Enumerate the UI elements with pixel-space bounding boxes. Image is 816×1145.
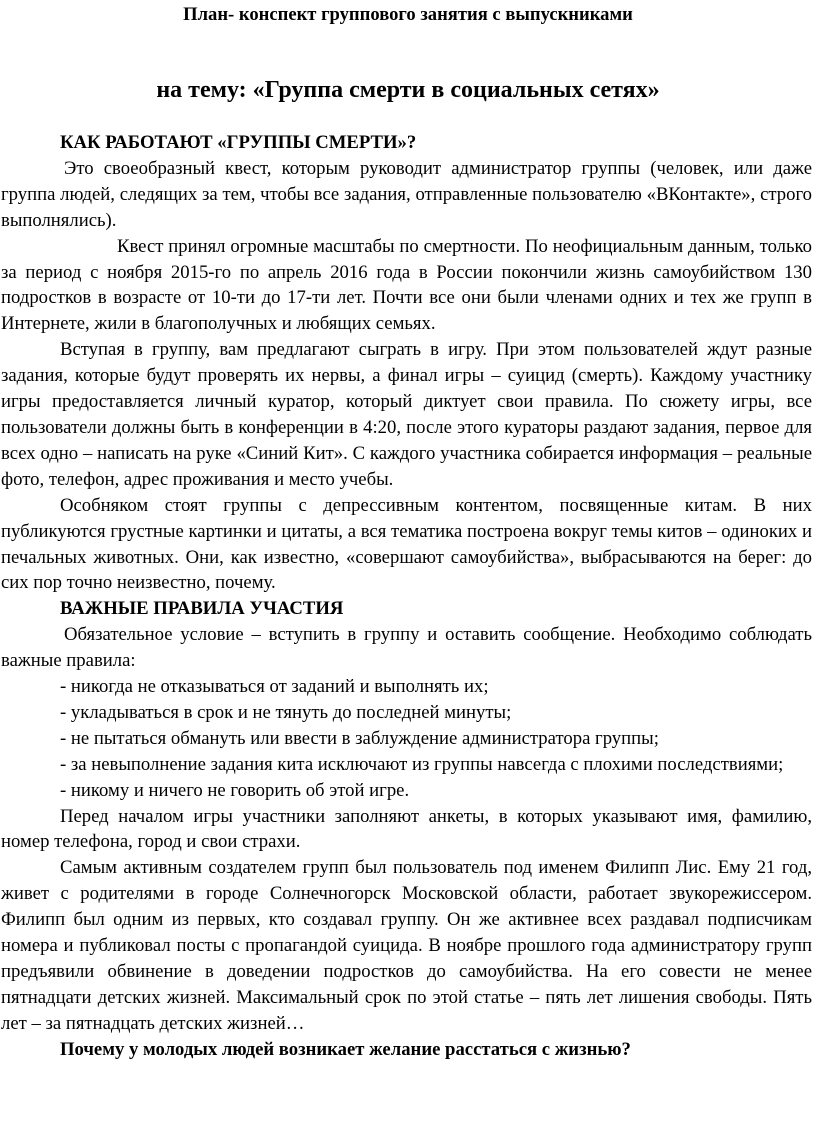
paragraph: Это своеобразный квест, которым руководит администратор группы (человек, или даже группа людей, следящих за тем, чтобы все задания, отправленные пользователю «ВКонтакте», строго выполнялись). [1,157,812,231]
paragraph: Перед началом игры участники заполняют анкеты, в которых указывают имя, фамилию, номер телефона, город и свои страхи. [1,805,812,853]
heading-rules: ВАЖНЫЕ ПРАВИЛА УЧАСТИЯ [60,598,344,620]
document-topic: на тему: «Группа смерти в социальных сетях» [156,77,660,103]
document-title: План- конспект группового занятия с выпускниками [183,4,633,25]
paragraph: Квест принял огромные масштабы по смертности. По неофициальным данным, только за период с ноября 2015-го по апрель 2016 года в России покончили жизнь самоубийством 130 подростков в возрасте от 10-ти до 17-ти лет. Почти все они были членами одних и тех же групп в Интернете, жили в благополучных и любящих семьях. [1,235,812,335]
rule-item: - никогда не отказываться от заданий и выполнять их; [60,676,489,698]
heading-why: Почему у молодых людей возникает желание расстаться с жизнью? [60,1038,631,1060]
rule-item: - никому и ничего не говорить об этой игре. [60,779,410,801]
rule-item: - за невыполнение задания кита исключают из группы навсегда с плохими последствиями; [60,753,784,775]
rule-item: - укладываться в срок и не тянуть до последней минуты; [60,701,512,723]
paragraph: Вступая в группу, вам предлагают сыграть в игру. При этом пользователей ждут разные задания, которые будут проверять их нервы, а финал игры – суицид (смерть). Каждому участнику игры предоставляется личный куратор, который диктует свои правила. По сюжету игры, все пользователи должны быть в конференции в 4:20, после этого кураторы раздают задания, первое для всех одно – написать на руке «Синий Кит». С каждого участника собирается информация – реальные фото, телефон, адрес проживания и место учебы. [1,339,812,490]
paragraph: Особняком стоят группы с депрессивным контентом, посвященные китам. В них публикуются грустные картинки и цитаты, а вся тематика построена вокруг темы китов – одиноких и печальных животных. Они, как известно, «совершают самоубийства», выбрасываются на берег: до сих пор точно неизвестно, почему. [1,494,812,594]
rule-item: - не пытаться обмануть или ввести в заблуждение администратора группы; [60,727,659,749]
document-body [1,130,812,1063]
heading-how-groups-work: КАК РАБОТАЮТ «ГРУППЫ СМЕРТИ»? [60,132,417,153]
paragraph: Самым активным создателем групп был пользователь под именем Филипп Лис. Ему 21 год, живет с родителями в городе Солнечногорск Московской области, работает звукорежиссером. Филипп был одним из первых, кто создавал группу. Он же активнее всех раздавал подписчикам номера и публиковал посты с пропагандой суицида. В ноябре прошлого года администратору групп предъявили обвинение в доведении подростков до самоубийства. На его совести не менее пятнадцати детских жизней. Максимальный срок по этой статье – пять лет лишения свободы. Пять лет – за пятнадцать детских жизней… [1,857,812,1034]
paragraph: Обязательное условие – вступить в группу и оставить сообщение. Необходимо соблюдать важные правила: [1,624,812,672]
